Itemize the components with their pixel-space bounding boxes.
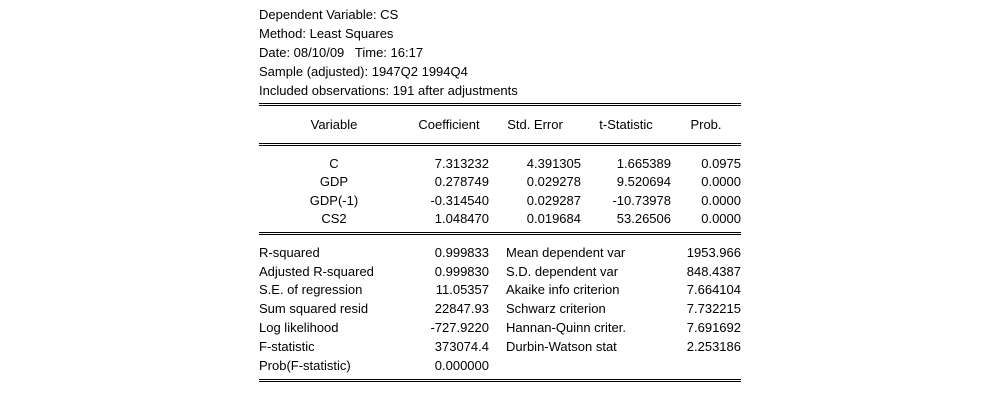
regression-output xyxy=(259,0,741,382)
stat-label: R-squared xyxy=(259,244,320,260)
coefficient-value: 7.313232 xyxy=(434,155,489,171)
stat-value-right: 7.664104 xyxy=(686,282,741,298)
prob-value: 0.0000 xyxy=(701,192,741,208)
column-header-variable: Variable xyxy=(310,117,358,132)
column-header-prob: Prob. xyxy=(690,117,722,132)
prob-value: 0.0975 xyxy=(701,155,741,171)
observations-line: Included observations: 191 after adjustments xyxy=(259,83,518,98)
stat-value: 11.05357 xyxy=(435,282,489,298)
stat-row xyxy=(259,281,741,300)
coefficient-header-row xyxy=(259,106,741,143)
stat-row xyxy=(259,337,741,356)
prob-value: 0.0000 xyxy=(701,174,741,190)
stat-value-right: 7.691692 xyxy=(686,320,741,336)
coefficient-value: 1.048470 xyxy=(434,211,489,227)
stat-value: 0.999833 xyxy=(434,244,489,260)
stat-label: Sum squared resid xyxy=(259,301,369,317)
prob-value: 0.0000 xyxy=(701,211,741,227)
table-row xyxy=(259,173,741,192)
stat-label: F-statistic xyxy=(259,338,315,354)
stat-value: 373074.4 xyxy=(434,338,489,354)
t-statistic-value: 53.26506 xyxy=(616,211,671,227)
stat-label-right: Akaike info criterion xyxy=(506,282,620,298)
coefficient-value: -0.314540 xyxy=(430,192,489,208)
stat-value: 22847.93 xyxy=(434,301,489,317)
std-error-value: 0.029287 xyxy=(526,192,581,208)
stat-label: Adjusted R-squared xyxy=(259,263,374,279)
stat-label: Prob(F-statistic) xyxy=(259,357,351,373)
coefficient-table-body xyxy=(259,146,741,232)
stat-label-right: Hannan-Quinn criter. xyxy=(506,320,626,336)
stat-value-right: 848.4387 xyxy=(686,263,741,279)
sample-line: Sample (adjusted): 1947Q2 1994Q4 xyxy=(259,64,468,79)
stat-value: -727.9220 xyxy=(430,320,489,336)
table-row xyxy=(259,210,741,229)
stat-row xyxy=(259,262,741,281)
t-statistic-value: 9.520694 xyxy=(616,174,671,190)
stat-label-right: Mean dependent var xyxy=(506,244,626,260)
stat-label-right: Schwarz criterion xyxy=(506,301,606,317)
stat-value: 0.999830 xyxy=(434,263,489,279)
variable-name: GDP xyxy=(319,174,349,190)
coefficient-value: 0.278749 xyxy=(434,174,489,190)
stat-row xyxy=(259,299,741,318)
stat-value: 0.000000 xyxy=(434,357,489,373)
variable-name: GDP(-1) xyxy=(309,192,359,208)
stat-value-right: 2.253186 xyxy=(686,338,741,354)
date-time-line: Date: 08/10/09 Time: 16:17 xyxy=(259,45,424,60)
stat-label: S.E. of regression xyxy=(259,282,363,298)
std-error-value: 0.029278 xyxy=(526,174,581,190)
std-error-value: 0.019684 xyxy=(526,211,581,227)
stat-value-right: 7.732215 xyxy=(686,301,741,317)
t-statistic-value: -10.73978 xyxy=(612,192,671,208)
column-header-t-statistic: t-Statistic xyxy=(599,117,653,132)
column-header-std-error: Std. Error xyxy=(507,117,563,132)
table-bottom-rule xyxy=(259,379,741,382)
std-error-value: 4.391305 xyxy=(526,155,581,171)
estimation-header xyxy=(259,0,741,100)
dependent-variable-line: Dependent Variable: CS xyxy=(259,7,399,22)
stat-row xyxy=(259,243,741,262)
method-line: Method: Least Squares xyxy=(259,26,394,41)
column-header-coefficient: Coefficient xyxy=(418,117,480,132)
stat-label: Log likelihood xyxy=(259,320,339,336)
t-statistic-value: 1.665389 xyxy=(616,155,671,171)
stat-value-right: 1953.966 xyxy=(686,244,741,260)
table-row xyxy=(259,191,741,210)
stat-row xyxy=(259,318,741,337)
variable-name: C xyxy=(329,155,339,171)
table-row xyxy=(259,154,741,173)
stat-label-right: S.D. dependent var xyxy=(506,263,619,279)
summary-statistics xyxy=(259,235,741,379)
variable-name: CS2 xyxy=(321,211,347,227)
stat-row xyxy=(259,356,741,375)
stat-label-right: Durbin-Watson stat xyxy=(506,338,617,354)
